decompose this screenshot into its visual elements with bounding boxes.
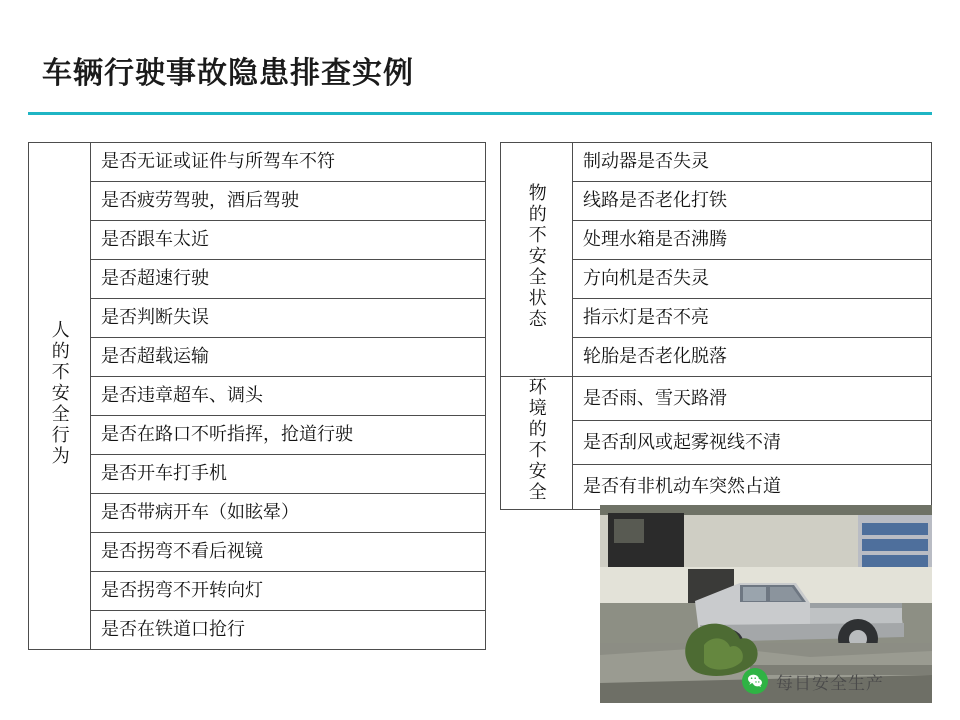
table-row bbox=[29, 182, 486, 221]
category-label-equipment: 物的不安全状态 bbox=[501, 143, 573, 377]
table-row bbox=[501, 377, 932, 421]
table-row bbox=[29, 494, 486, 533]
table-row bbox=[29, 533, 486, 572]
list-item: 是否违章超车、调头 bbox=[91, 377, 486, 416]
list-item: 线路是否老化打铁 bbox=[573, 182, 932, 221]
list-item: 是否有非机动车突然占道 bbox=[573, 465, 932, 509]
watermark bbox=[742, 668, 884, 694]
list-item: 是否在铁道口抢行 bbox=[91, 611, 486, 650]
title-divider bbox=[28, 112, 932, 115]
list-item: 指示灯是否不亮 bbox=[573, 299, 932, 338]
table-row bbox=[29, 338, 486, 377]
table-row bbox=[29, 416, 486, 455]
list-item: 是否带病开车（如眩晕） bbox=[91, 494, 486, 533]
page-title: 车辆行驶事故隐患排查实例 bbox=[42, 57, 414, 90]
list-item: 是否开车打手机 bbox=[91, 455, 486, 494]
wechat-icon bbox=[742, 668, 768, 694]
category-label-human: 人的不安全行为 bbox=[29, 143, 91, 650]
list-item: 处理水箱是否沸腾 bbox=[573, 221, 932, 260]
table-row bbox=[501, 143, 932, 182]
table-row bbox=[29, 221, 486, 260]
list-item: 是否拐弯不开转向灯 bbox=[91, 572, 486, 611]
list-item: 是否在路口不听指挥，抢道行驶 bbox=[91, 416, 486, 455]
list-item: 是否刮风或起雾视线不清 bbox=[573, 421, 932, 465]
table-row bbox=[29, 611, 486, 650]
list-item: 是否无证或证件与所驾车不符 bbox=[91, 143, 486, 182]
table-row bbox=[29, 377, 486, 416]
table-row bbox=[29, 260, 486, 299]
list-item: 是否跟车太近 bbox=[91, 221, 486, 260]
list-item: 是否超载运输 bbox=[91, 338, 486, 377]
hazard-table-environment bbox=[500, 376, 932, 510]
table-row bbox=[29, 143, 486, 182]
list-item: 轮胎是否老化脱落 bbox=[573, 338, 932, 377]
category-label-environment: 环境的不安全 bbox=[501, 377, 573, 510]
list-item: 方向机是否失灵 bbox=[573, 260, 932, 299]
list-item: 是否超速行驶 bbox=[91, 260, 486, 299]
list-item: 是否拐弯不看后视镜 bbox=[91, 533, 486, 572]
hazard-table-equipment bbox=[500, 142, 932, 377]
list-item: 是否判断失误 bbox=[91, 299, 486, 338]
watermark-text: 每日安全生产 bbox=[776, 673, 884, 693]
list-item: 是否雨、雪天路滑 bbox=[573, 377, 932, 421]
list-item: 是否疲劳驾驶，酒后驾驶 bbox=[91, 182, 486, 221]
table-row bbox=[29, 572, 486, 611]
table-row bbox=[29, 299, 486, 338]
hazard-table-human bbox=[28, 142, 486, 650]
list-item: 制动器是否失灵 bbox=[573, 143, 932, 182]
table-row bbox=[29, 455, 486, 494]
